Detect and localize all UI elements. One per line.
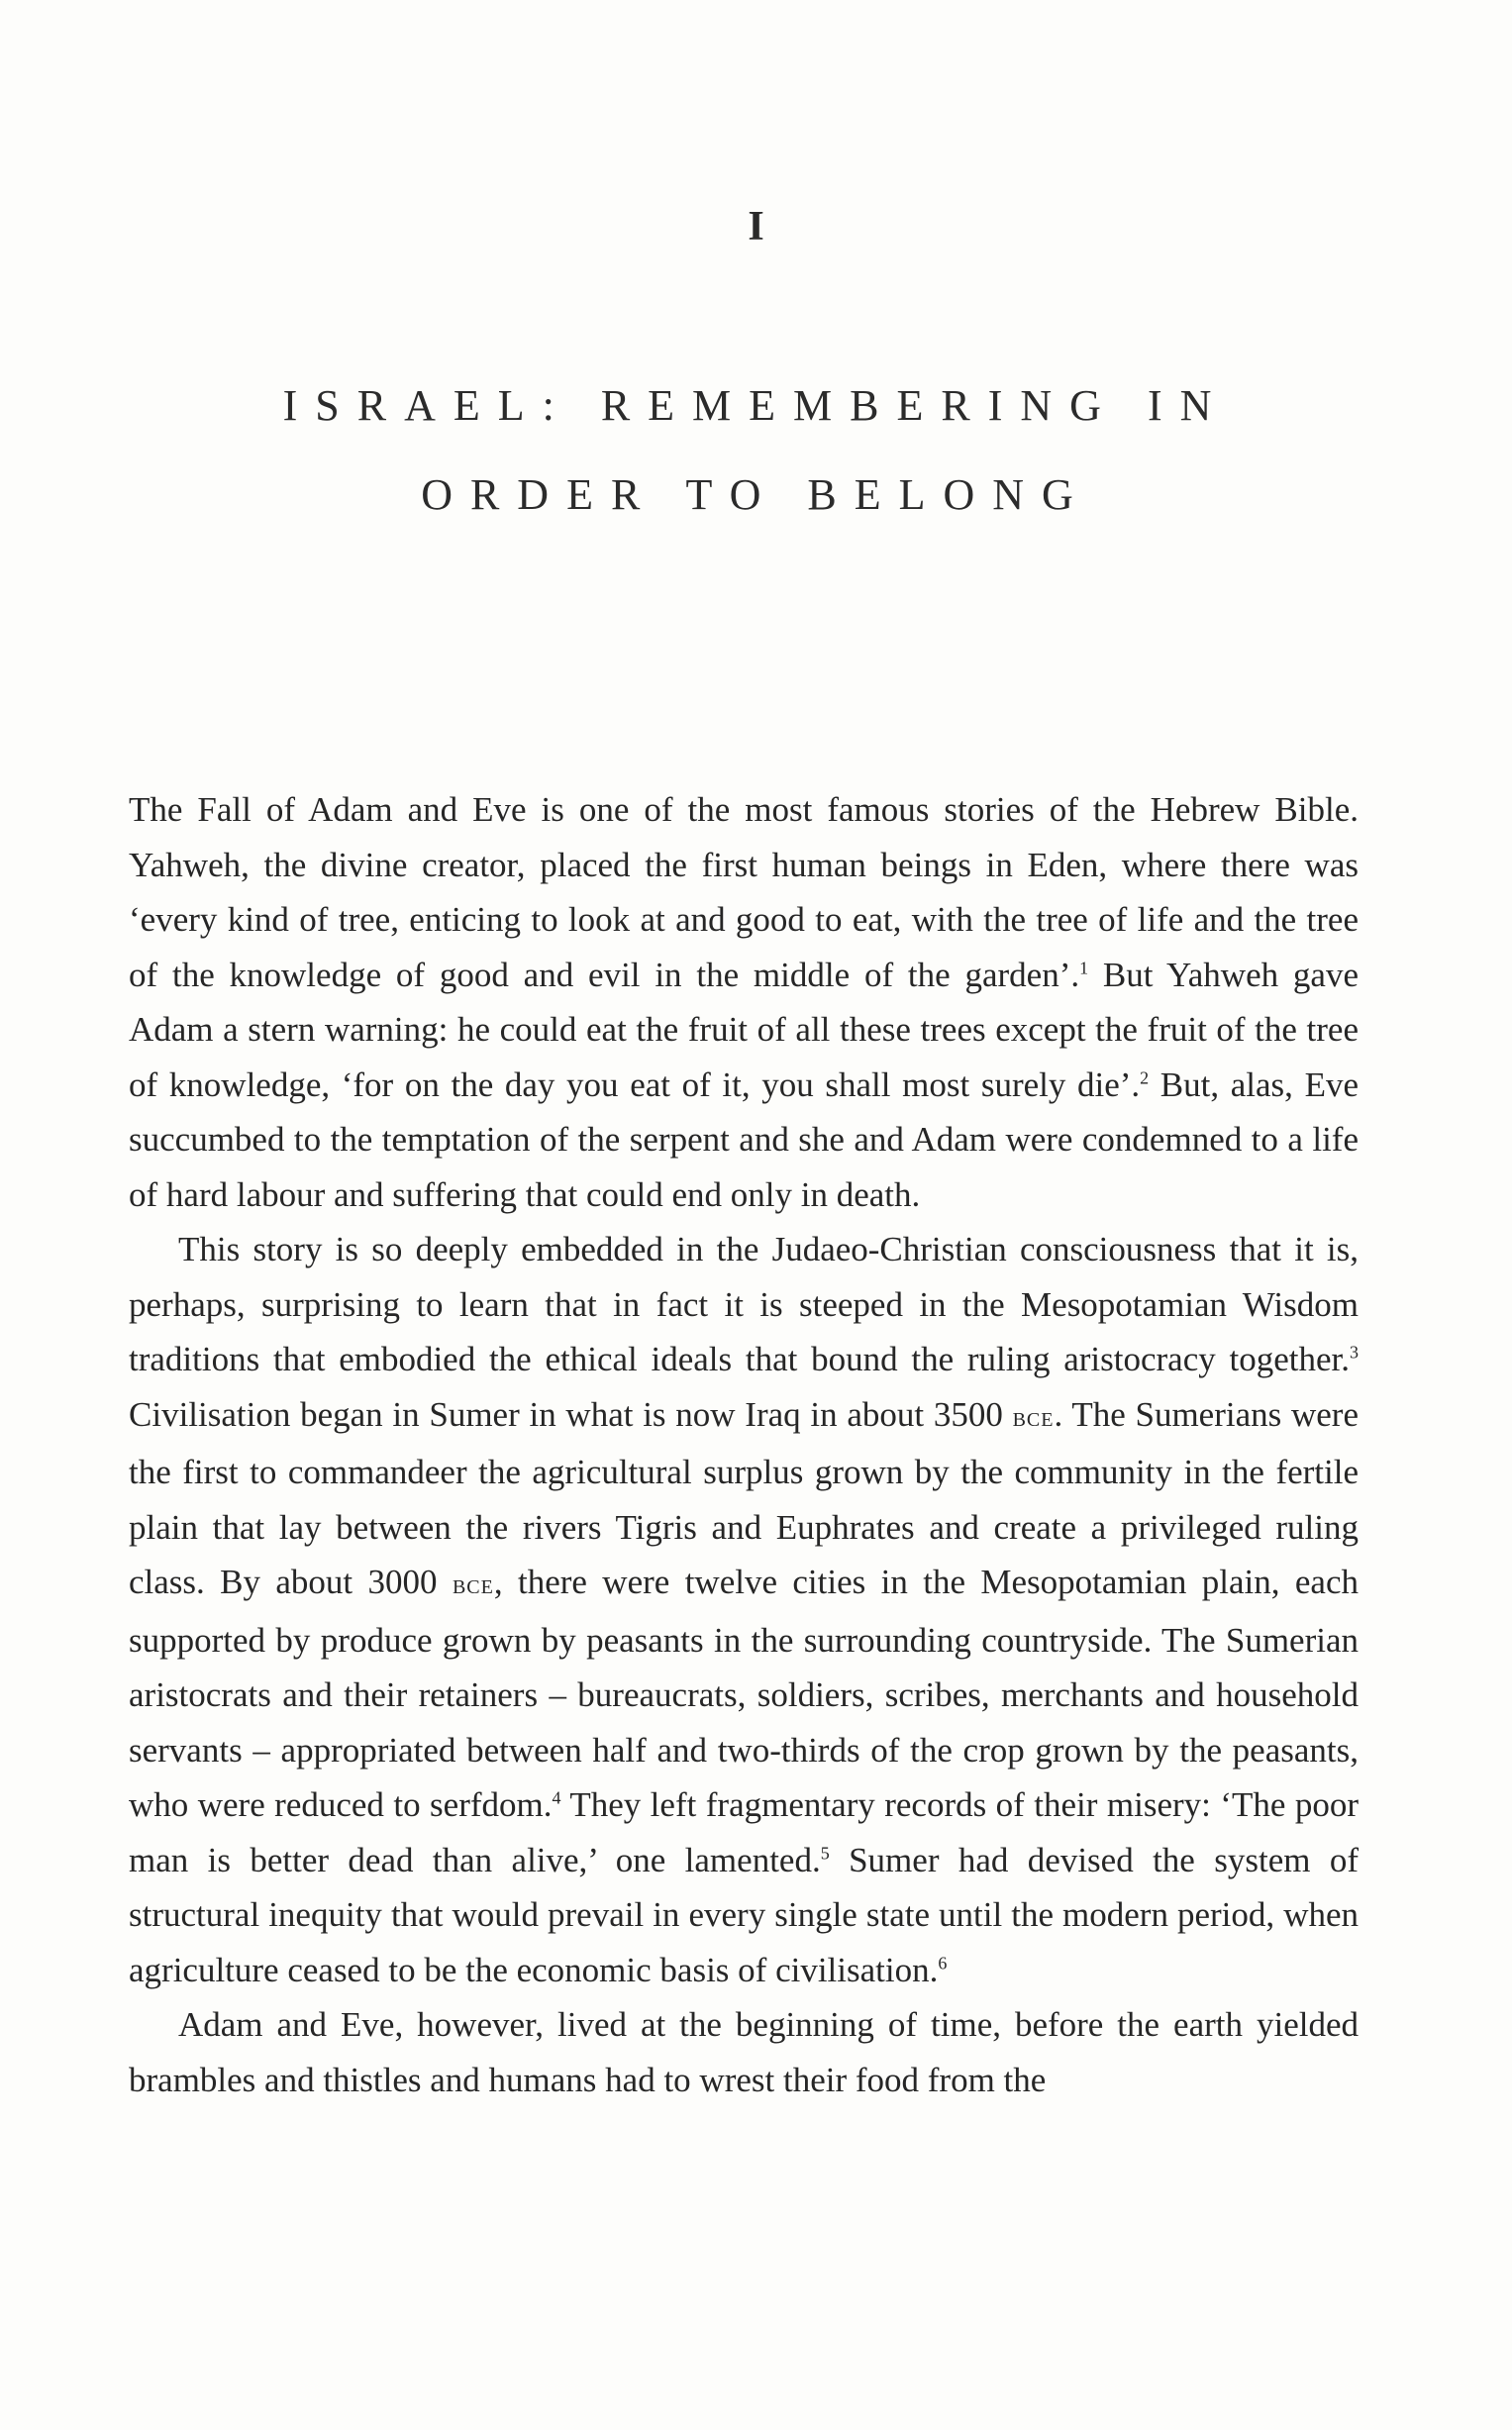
text-run: They left fragmentary records of their misery: ‘The poor man is better dead than alive,’ one lamented. [129,1785,1359,1879]
text-run: . The Sumerians were the first to commandeer the agricultural surplus grown by the community in the fertile plain that lay between the rivers Tigris and Euphrates and create a privileged ruling class. By about 3000 [129,1394,1359,1601]
footnote-marker: 3 [1350,1342,1359,1363]
chapter-title-line-2: ORDER TO BELONG [421,470,1091,519]
era-abbreviation: bce [452,1569,494,1600]
text-run: Sumer had devised the system of structural inequity that would prevail in every single state until the modern period, when agriculture ceased to be the economic basis of civilisation. [129,1840,1359,1989]
text-run: Civilisation began in Sumer in what is now Iraq in about 3500 [129,1394,1013,1434]
text-run: But, alas, Eve succumbed to the temptation of the serpent and she and Adam were condemned to a life of hard labour and suffering that could end only in death. [129,1064,1359,1214]
text-run: But Yahweh gave Adam a stern warning: he could eat the fruit of all these trees except the fruit of the tree of knowledge, ‘for on the day you eat of it, you shall most surely die’. [129,955,1359,1104]
text-run: , there were twelve cities in the Mesopotamian plain, each supported by produce grown by peasants in the surrounding countryside. The Sumerian aristocrats and their retainers – bureaucrats, soldiers, scribes, merchants and household servants – appropriated between half and two-thirds of the crop grown by the peasants, who were reduced to serfdom. [129,1563,1359,1824]
footnote-marker: 4 [552,1787,561,1808]
paragraph-2 [129,1222,1359,1997]
footnote-marker: 6 [938,1952,948,1973]
text-run: This story is so deeply embedded in the Judaeo-Christian consciousness that it is, perhaps, surprising to learn that in fact it is steeped in the Mesopotamian Wisdom traditions that embodied the ethical ideals that bound the ruling aristocracy together. [129,1230,1359,1378]
footnote-marker: 5 [820,1842,830,1863]
chapter-title-line-1: ISRAEL: REMEMBERING IN [282,381,1230,430]
footnote-marker: 2 [1140,1066,1150,1087]
chapter-number: I [748,204,764,250]
footnote-marker: 1 [1079,957,1089,977]
paragraph-3 [129,1997,1359,2107]
paragraph-1 [129,782,1359,1222]
text-run: The Fall of Adam and Eve is one of the most famous stories of the Hebrew Bible. Yahweh, the divine creator, placed the first human beings in Eden, where there was ‘every kind of tree, enticing to look at and good to eat, with the tree of life and the tree of the knowledge of good and evil in the middle of the garden’. [129,790,1359,994]
chapter-title [158,361,1354,540]
body-text [129,782,1359,2107]
era-abbreviation: bce [1012,1401,1055,1433]
text-run: Adam and Eve, however, lived at the beginning of time, before the earth yielded brambles and thistles and humans had to wrest their food from the [129,2005,1359,2099]
